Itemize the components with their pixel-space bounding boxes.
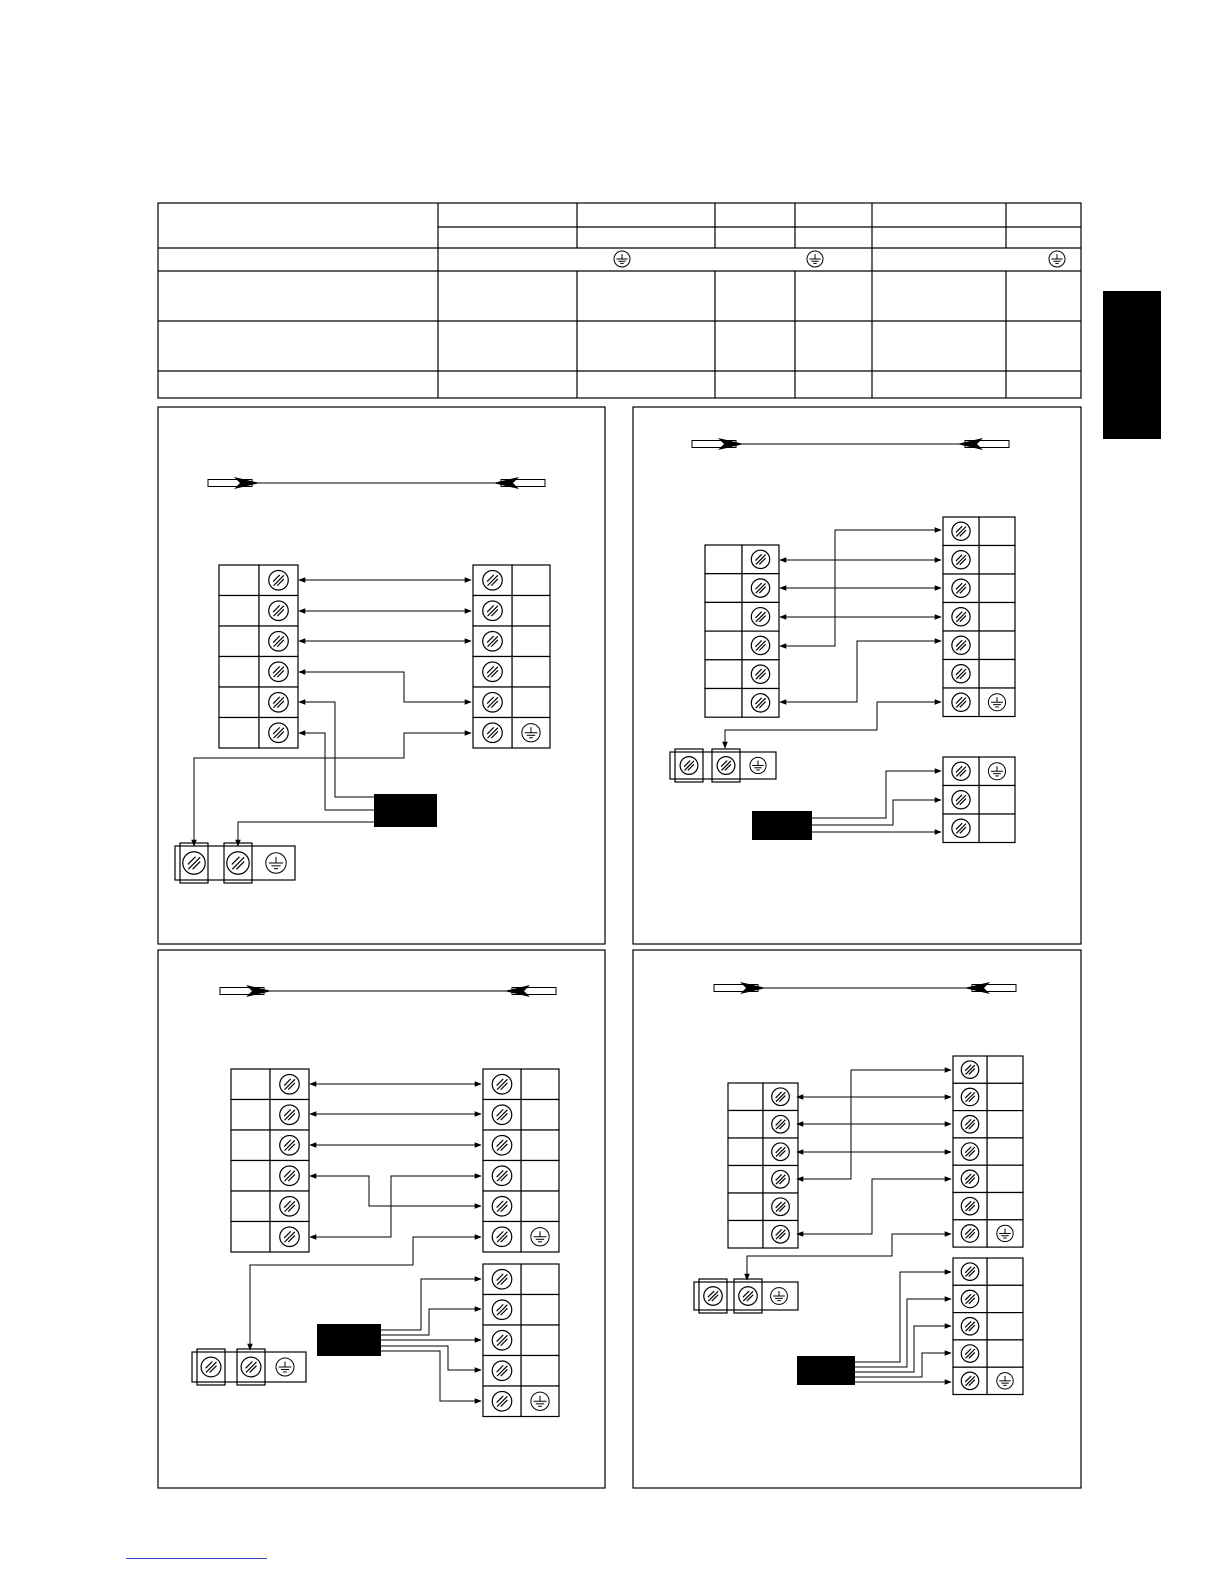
- terminal-label-cell: [728, 1193, 763, 1221]
- screw-icon: [483, 631, 503, 651]
- screw-icon: [772, 1143, 790, 1161]
- screw-icon: [772, 1225, 790, 1243]
- protective-earth-icon: [807, 251, 823, 267]
- wire: [855, 1353, 951, 1377]
- terminal-label-cell: [512, 565, 550, 596]
- screw-icon: [772, 1088, 790, 1106]
- screw-icon: [492, 1330, 512, 1350]
- protective-earth-icon: [531, 1392, 549, 1410]
- screw-icon: [961, 1061, 978, 1078]
- terminal-label-cell: [219, 687, 259, 718]
- screw-icon: [952, 791, 970, 809]
- wire: [299, 672, 471, 702]
- screw-icon: [483, 723, 503, 743]
- screw-icon: [961, 1116, 978, 1133]
- wire: [812, 800, 941, 825]
- screw-icon: [961, 1197, 978, 1214]
- screw-icon: [492, 1227, 512, 1247]
- screw-icon: [952, 665, 970, 683]
- screw-icon: [751, 694, 769, 712]
- wire: [238, 822, 374, 846]
- terminal-label-cell: [987, 1313, 1023, 1340]
- wire: [812, 771, 941, 818]
- terminal-label-cell: [987, 1083, 1023, 1110]
- screw-icon: [751, 636, 769, 654]
- flow-arrows-bottom-left: [220, 985, 556, 997]
- screw-icon: [492, 1269, 512, 1289]
- terminal-label-cell: [705, 545, 742, 574]
- terminal-label-cell: [705, 574, 742, 603]
- wire: [381, 1346, 481, 1370]
- spec-table-earth-symbols: [614, 251, 1065, 267]
- terminal-block-aux: [943, 757, 1015, 843]
- screw-icon: [772, 1198, 790, 1216]
- screw-icon: [492, 1166, 512, 1186]
- terminal-label-cell: [979, 814, 1015, 843]
- screw-icon: [952, 551, 970, 569]
- screw-icon: [961, 1318, 978, 1335]
- screw-icon: [739, 1287, 757, 1305]
- terminal-label-cell: [987, 1165, 1023, 1192]
- wire: [381, 1309, 481, 1335]
- earth-terminal-strip: [694, 1279, 798, 1313]
- terminal-block-right: [473, 565, 550, 748]
- protective-earth-icon: [614, 251, 630, 267]
- terminal-label-cell: [521, 1161, 559, 1192]
- earth-terminal-strip: [175, 843, 295, 883]
- wires: [194, 530, 951, 1401]
- terminal-label-cell: [521, 1325, 559, 1356]
- screw-icon: [492, 1361, 512, 1381]
- terminal-label-cell: [219, 657, 259, 688]
- screw-icon: [961, 1088, 978, 1105]
- terminal-label-cell: [987, 1193, 1023, 1220]
- wire: [855, 1272, 951, 1362]
- screw-icon: [751, 579, 769, 597]
- terminal-label-cell: [728, 1111, 763, 1139]
- flow-arrows-top-left: [208, 477, 545, 489]
- wire: [797, 1179, 951, 1234]
- screw-icon: [492, 1074, 512, 1094]
- screw-icon: [751, 550, 769, 568]
- terminal-label-cell: [979, 574, 1015, 603]
- screw-icon: [961, 1345, 978, 1362]
- screw-icon: [280, 1196, 300, 1216]
- terminal-label-cell: [728, 1166, 763, 1194]
- terminal-block-aux: [483, 1264, 559, 1417]
- wire: [299, 702, 374, 797]
- screw-icon: [269, 662, 289, 682]
- terminal-label-cell: [728, 1221, 763, 1249]
- terminal-block-right: [483, 1069, 559, 1252]
- screw-icon: [201, 1357, 221, 1377]
- screw-icon: [961, 1225, 978, 1242]
- screw-icon: [704, 1287, 722, 1305]
- screw-icon: [952, 693, 970, 711]
- terminal-label-cell: [219, 718, 259, 749]
- protective-earth-icon: [997, 1373, 1013, 1389]
- remote-unit-box: [317, 1324, 381, 1356]
- screw-icon: [961, 1170, 978, 1187]
- terminal-label-cell: [979, 660, 1015, 689]
- terminal-label-cell: [512, 687, 550, 718]
- screw-icon: [492, 1135, 512, 1155]
- screw-icon: [952, 636, 970, 654]
- screw-icon: [680, 757, 698, 775]
- wire: [299, 733, 374, 810]
- terminal-block-right: [943, 517, 1015, 717]
- terminal-block-aux: [953, 1258, 1023, 1395]
- earth-terminal-strip: [192, 1349, 306, 1385]
- screw-icon: [269, 631, 289, 651]
- terminal-label-cell: [231, 1161, 270, 1192]
- spec-table: [158, 203, 1081, 398]
- screw-icon: [961, 1263, 978, 1280]
- screw-icon: [483, 662, 503, 682]
- terminal-label-cell: [987, 1340, 1023, 1367]
- screw-icon: [751, 665, 769, 683]
- wire: [194, 733, 471, 846]
- terminal-label-cell: [979, 786, 1015, 815]
- terminal-label-cell: [521, 1069, 559, 1100]
- terminal-block-left: [705, 545, 779, 717]
- remote-unit-box: [752, 811, 812, 840]
- earth-terminal-strip: [670, 749, 776, 782]
- terminal-label-cell: [979, 517, 1015, 546]
- terminal-label-cell: [521, 1356, 559, 1387]
- screw-icon: [280, 1074, 300, 1094]
- screw-icon: [961, 1143, 978, 1160]
- screw-icon: [269, 570, 289, 590]
- terminal-block-left: [728, 1083, 798, 1248]
- flow-arrows-top-right: [692, 438, 1009, 450]
- terminal-label-cell: [231, 1100, 270, 1131]
- terminal-label-cell: [231, 1130, 270, 1161]
- flow-arrows-bottom-right: [714, 982, 1016, 994]
- terminal-block-left: [231, 1069, 309, 1252]
- terminal-label-cell: [219, 626, 259, 657]
- terminal-label-cell: [987, 1111, 1023, 1138]
- screw-icon: [952, 819, 970, 837]
- terminal-label-cell: [219, 565, 259, 596]
- wire: [381, 1351, 481, 1401]
- screw-icon: [269, 723, 289, 743]
- protective-earth-icon: [531, 1228, 549, 1246]
- terminal-label-cell: [979, 546, 1015, 575]
- screw-icon: [492, 1391, 512, 1411]
- screw-icon: [961, 1372, 978, 1389]
- wire: [310, 1176, 481, 1206]
- protective-earth-icon: [276, 1358, 294, 1376]
- remote-unit-box: [797, 1356, 855, 1385]
- terminal-block-right: [953, 1056, 1023, 1247]
- screw-icon: [751, 608, 769, 626]
- screw-icon: [241, 1357, 261, 1377]
- screw-icon: [717, 757, 735, 775]
- terminal-label-cell: [987, 1285, 1023, 1312]
- screw-icon: [269, 692, 289, 712]
- screw-icon: [280, 1105, 300, 1125]
- screw-icon: [961, 1290, 978, 1307]
- screw-icon: [492, 1196, 512, 1216]
- screw-icon: [492, 1300, 512, 1320]
- protective-earth-icon: [1049, 251, 1065, 267]
- screw-icon: [269, 601, 289, 621]
- terminal-label-cell: [979, 603, 1015, 632]
- terminal-block-left: [219, 565, 298, 748]
- wire: [381, 1279, 481, 1330]
- terminal-label-cell: [705, 602, 742, 631]
- terminal-label-cell: [521, 1130, 559, 1161]
- terminal-label-cell: [521, 1295, 559, 1326]
- screw-icon: [183, 852, 205, 874]
- terminal-label-cell: [512, 596, 550, 627]
- protective-earth-icon: [266, 853, 286, 873]
- screw-icon: [280, 1135, 300, 1155]
- remote-unit-box: [374, 794, 437, 827]
- screw-icon: [483, 601, 503, 621]
- terminal-label-cell: [231, 1191, 270, 1222]
- protective-earth-icon: [771, 1288, 788, 1305]
- terminal-label-cell: [705, 631, 742, 660]
- terminal-label-cell: [705, 689, 742, 718]
- wire: [780, 641, 941, 702]
- terminal-label-cell: [728, 1138, 763, 1166]
- screw-icon: [280, 1166, 300, 1186]
- spec-table-frame: [158, 203, 1081, 398]
- wire: [855, 1299, 951, 1367]
- protective-earth-icon: [750, 757, 766, 773]
- screw-icon: [280, 1227, 300, 1247]
- screw-icon: [952, 608, 970, 626]
- screw-icon: [483, 570, 503, 590]
- protective-earth-icon: [522, 724, 540, 742]
- protective-earth-icon: [988, 694, 1005, 711]
- screw-icon: [772, 1170, 790, 1188]
- terminal-label-cell: [979, 631, 1015, 660]
- terminal-label-cell: [512, 657, 550, 688]
- terminal-label-cell: [987, 1258, 1023, 1285]
- wiring-components: [175, 438, 1023, 1417]
- protective-earth-icon: [997, 1225, 1013, 1241]
- screw-icon: [952, 762, 970, 780]
- terminal-label-cell: [521, 1264, 559, 1295]
- terminal-label-cell: [987, 1056, 1023, 1083]
- screw-icon: [952, 522, 970, 540]
- terminal-label-cell: [219, 596, 259, 627]
- screw-icon: [952, 579, 970, 597]
- terminal-label-cell: [231, 1069, 270, 1100]
- screw-icon: [492, 1105, 512, 1125]
- terminal-label-cell: [521, 1100, 559, 1131]
- terminal-label-cell: [231, 1222, 270, 1253]
- screw-icon: [227, 852, 249, 874]
- terminal-label-cell: [728, 1083, 763, 1111]
- protective-earth-icon: [988, 763, 1005, 780]
- terminal-label-cell: [987, 1138, 1023, 1165]
- screw-icon: [483, 692, 503, 712]
- wire: [855, 1326, 951, 1372]
- terminal-label-cell: [512, 626, 550, 657]
- terminal-label-cell: [521, 1191, 559, 1222]
- terminal-label-cell: [705, 660, 742, 689]
- screw-icon: [772, 1115, 790, 1133]
